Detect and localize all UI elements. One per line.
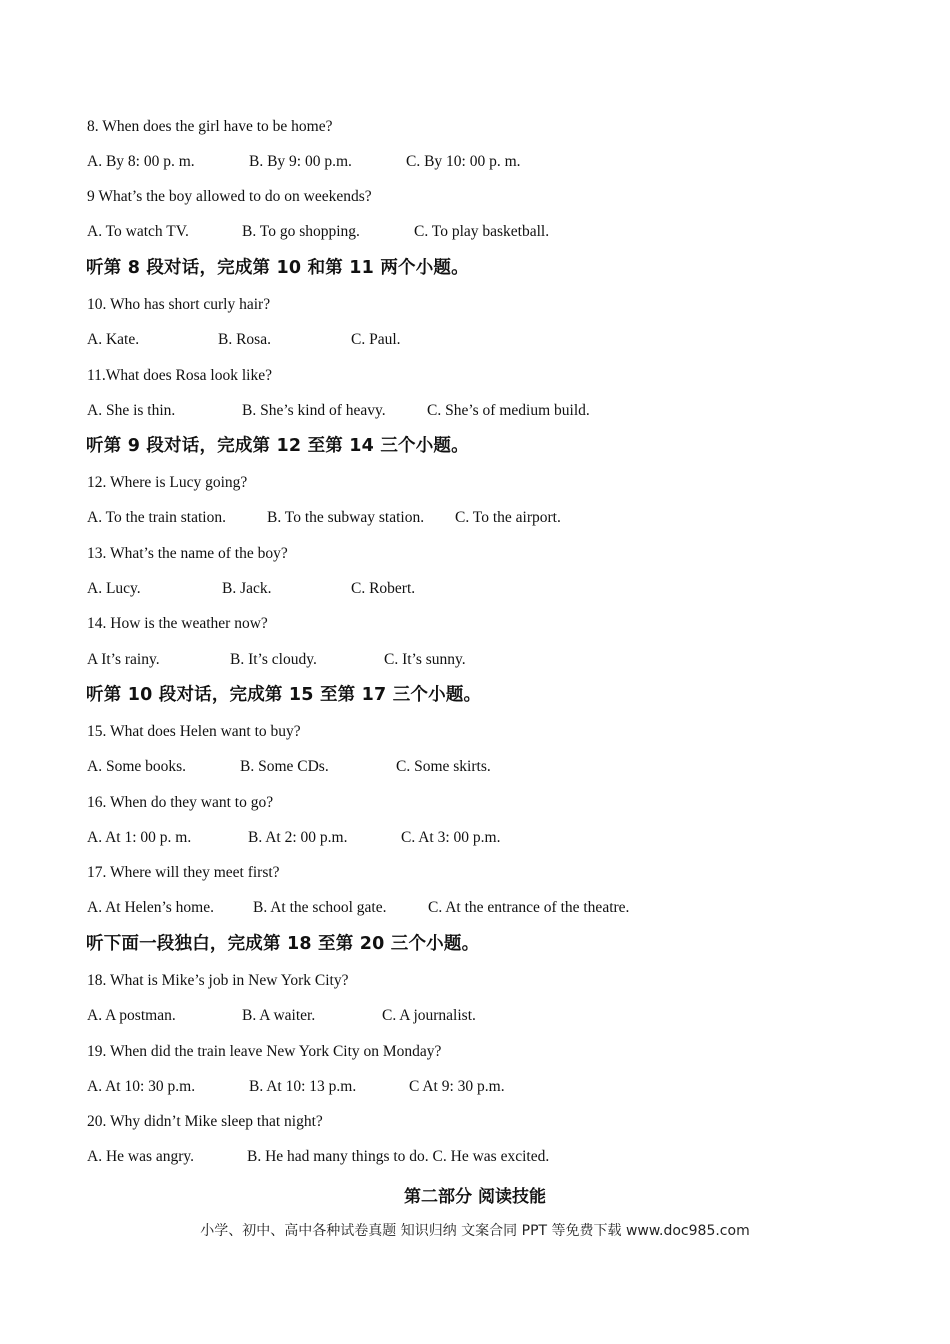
option-b: B. To the subway station. <box>267 509 425 526</box>
question-11: 11.What does Rosa look like? <box>87 367 272 384</box>
option-c: C. At the entrance of the theatre. <box>428 899 630 916</box>
option-b: B. It’s cloudy. <box>230 651 317 668</box>
option-b: B. Some CDs. <box>240 758 329 775</box>
option-c: C. Some skirts. <box>396 758 491 775</box>
option-b: B. At 2: 00 p.m. <box>248 829 348 846</box>
option-c: C. It’s sunny. <box>384 651 466 668</box>
option-c: C. She’s of medium build. <box>427 402 590 419</box>
option-b: B. At 10: 13 p.m. <box>249 1078 357 1095</box>
section-heading-9: 听第 9 段对话，完成第 12 至第 14 三个小题。 <box>86 436 469 456</box>
option-a: A. She is thin. <box>87 402 176 419</box>
option-c: C. To play basketball. <box>414 223 550 240</box>
question-13: 13. What’s the name of the boy? <box>87 545 288 562</box>
option-a: A. At Helen’s home. <box>87 899 214 916</box>
question-10: 10. Who has short curly hair? <box>87 296 271 313</box>
option-a: A. To the train station. <box>87 509 226 526</box>
option-c: C. Robert. <box>351 580 416 597</box>
question-17: 17. Where will they meet first? <box>87 864 280 881</box>
option-b: B. At the school gate. <box>253 899 387 916</box>
question-15: 15. What does Helen want to buy? <box>87 723 301 740</box>
option-c: C. At 3: 00 p.m. <box>401 829 501 846</box>
option-b-c: B. He had many things to do. C. He was excited. <box>247 1148 550 1165</box>
option-c: C. To the airport. <box>455 509 561 526</box>
option-b: B. A waiter. <box>242 1007 316 1024</box>
question-20: 20. Why didn’t Mike sleep that night? <box>87 1113 323 1130</box>
section-heading-8: 听第 8 段对话，完成第 10 和第 11 两个小题。 <box>86 258 469 278</box>
option-a: A It’s rainy. <box>87 651 160 668</box>
option-a: A. At 1: 00 p. m. <box>87 829 192 846</box>
question-12: 12. Where is Lucy going? <box>87 474 248 491</box>
question-9: 9 What’s the boy allowed to do on weekends? <box>87 188 372 205</box>
footer-watermark: 小学、初中、高中各种试卷真题 知识归纳 文案合同 PPT 等免费下载 www.doc985.com <box>200 1223 750 1239</box>
option-a: A. Lucy. <box>87 580 141 597</box>
option-b: B. Rosa. <box>218 331 271 348</box>
question-19: 19. When did the train leave New York City on Monday? <box>87 1043 442 1060</box>
option-a: A. Some books. <box>87 758 187 775</box>
option-b: B. Jack. <box>222 580 272 597</box>
section-title: 第二部分 阅读技能 <box>404 1187 546 1207</box>
option-a: A. To watch TV. <box>87 223 189 240</box>
option-b: B. By 9: 00 p.m. <box>249 153 352 170</box>
option-c: C. A journalist. <box>382 1007 476 1024</box>
option-a: A. He was angry. <box>87 1148 195 1165</box>
option-a: A. At 10: 30 p.m. <box>87 1078 196 1095</box>
option-c: C At 9: 30 p.m. <box>409 1078 505 1095</box>
option-a: A. A postman. <box>87 1007 176 1024</box>
section-heading-10: 听第 10 段对话，完成第 15 至第 17 三个小题。 <box>86 685 482 705</box>
question-18: 18. What is Mike’s job in New York City? <box>87 972 349 989</box>
question-8: 8. When does the girl have to be home? <box>87 118 333 135</box>
option-b: B. She’s kind of heavy. <box>242 402 386 419</box>
option-c: C. By 10: 00 p. m. <box>406 153 521 170</box>
option-a: A. By 8: 00 p. m. <box>87 153 195 170</box>
option-c: C. Paul. <box>351 331 401 348</box>
option-b: B. To go shopping. <box>242 223 360 240</box>
option-a: A. Kate. <box>87 331 140 348</box>
question-16: 16. When do they want to go? <box>87 794 274 811</box>
section-heading-monologue: 听下面一段独白，完成第 18 至第 20 三个小题。 <box>86 934 480 954</box>
question-14: 14. How is the weather now? <box>87 615 268 632</box>
